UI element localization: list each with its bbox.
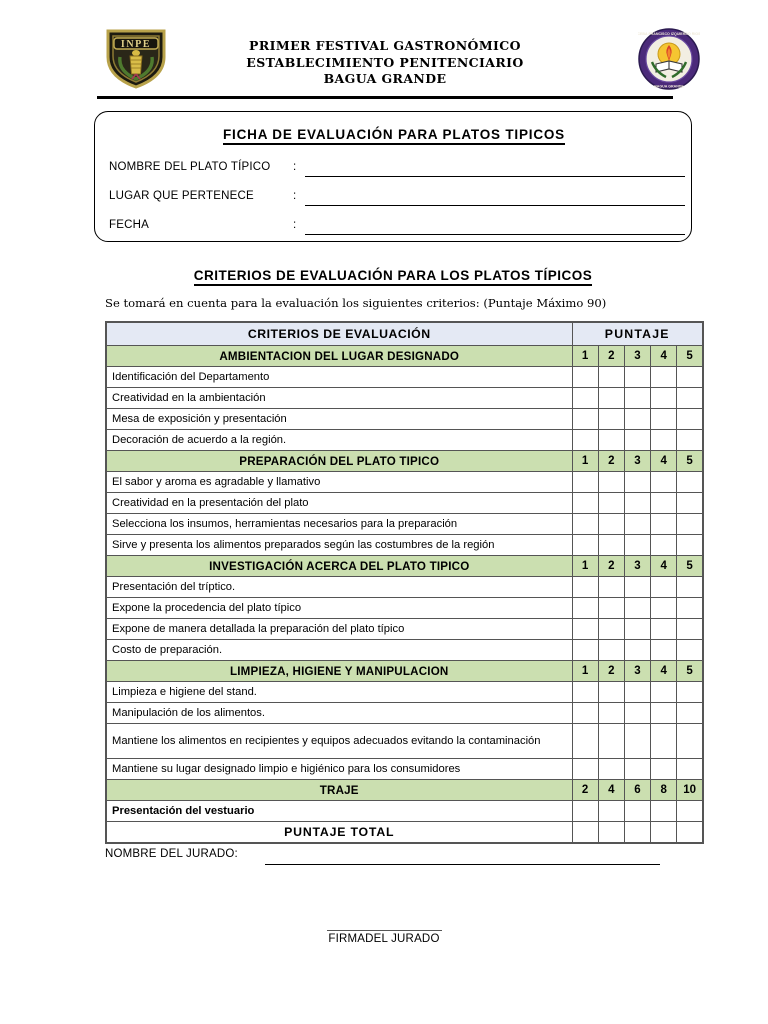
score-cell[interactable] bbox=[572, 759, 598, 780]
criterion-label: Expone de manera detallada la preparación del plato típico bbox=[106, 619, 572, 640]
score-cell[interactable] bbox=[624, 577, 650, 598]
header-title-line-2: ESTABLECIMIENTO PENITENCIARIO bbox=[246, 54, 524, 70]
score-cell[interactable] bbox=[651, 367, 677, 388]
score-cell[interactable] bbox=[651, 430, 677, 451]
section-scale-cell: 4 bbox=[598, 780, 624, 801]
score-cell[interactable] bbox=[651, 409, 677, 430]
field-nombre-del-plato bbox=[109, 161, 681, 183]
ficha-info-box bbox=[94, 111, 692, 242]
section-label-ambientacion: AMBIENTACION DEL LUGAR DESIGNADO bbox=[106, 346, 572, 367]
svg-text:INPE: INPE bbox=[120, 39, 152, 50]
score-cell[interactable] bbox=[651, 514, 677, 535]
score-cell[interactable] bbox=[677, 619, 703, 640]
section-scale-cell: 3 bbox=[624, 556, 650, 577]
score-cell[interactable] bbox=[572, 598, 598, 619]
score-cell[interactable] bbox=[677, 514, 703, 535]
header-title-line-3: BAGUA GRANDE bbox=[323, 71, 447, 86]
section-label-traje: TRAJE bbox=[106, 780, 572, 801]
total-score-cell[interactable] bbox=[651, 822, 677, 844]
total-score-cell[interactable] bbox=[572, 822, 598, 844]
section-label-limpieza: LIMPIEZA, HIGIENE Y MANIPULACION bbox=[106, 661, 572, 682]
institution-seal-logo bbox=[638, 28, 700, 90]
ficha-title bbox=[95, 127, 693, 142]
header-title-line-1: PRIMER FESTIVAL GASTRONÓMICO bbox=[249, 38, 521, 53]
score-cell[interactable] bbox=[572, 640, 598, 661]
header-cell-puntaje: PUNTAJE bbox=[572, 322, 703, 346]
table-row bbox=[106, 640, 703, 661]
table-row bbox=[106, 514, 703, 535]
section-scale-cell: 4 bbox=[651, 346, 677, 367]
table-row bbox=[106, 409, 703, 430]
score-cell[interactable] bbox=[598, 703, 624, 724]
section-scale-cell: 5 bbox=[677, 661, 703, 682]
field-input-nombre-plato[interactable] bbox=[305, 176, 685, 177]
score-cell[interactable] bbox=[598, 388, 624, 409]
criterion-label: Manipulación de los alimentos. bbox=[106, 703, 572, 724]
evaluation-table bbox=[105, 321, 704, 844]
signature-block bbox=[284, 930, 484, 945]
score-cell[interactable] bbox=[572, 493, 598, 514]
field-colon-lugar: : bbox=[293, 190, 297, 202]
score-cell[interactable] bbox=[651, 640, 677, 661]
criterion-label: Selecciona los insumos, herramientas necesarios para la preparación bbox=[106, 514, 572, 535]
total-score-cell[interactable] bbox=[624, 822, 650, 844]
field-fecha bbox=[109, 219, 681, 241]
score-cell[interactable] bbox=[624, 801, 650, 822]
section-row-limpieza bbox=[106, 661, 703, 682]
table-row bbox=[106, 598, 703, 619]
score-cell[interactable] bbox=[598, 367, 624, 388]
score-cell[interactable] bbox=[651, 493, 677, 514]
score-cell[interactable] bbox=[572, 577, 598, 598]
score-cell[interactable] bbox=[572, 367, 598, 388]
score-cell[interactable] bbox=[624, 367, 650, 388]
section-scale-cell: 3 bbox=[624, 661, 650, 682]
score-cell[interactable] bbox=[598, 514, 624, 535]
score-cell[interactable] bbox=[624, 619, 650, 640]
score-cell[interactable] bbox=[677, 577, 703, 598]
criterion-label: Decoración de acuerdo a la región. bbox=[106, 430, 572, 451]
field-colon-fecha: : bbox=[293, 219, 297, 231]
criterion-label: Identificación del Departamento bbox=[106, 367, 572, 388]
section-scale-cell: 1 bbox=[572, 346, 598, 367]
score-cell[interactable] bbox=[677, 493, 703, 514]
section-scale-cell: 2 bbox=[572, 780, 598, 801]
score-cell[interactable] bbox=[677, 640, 703, 661]
score-cell[interactable] bbox=[677, 367, 703, 388]
total-score-cell[interactable] bbox=[598, 822, 624, 844]
jurado-input[interactable] bbox=[265, 864, 660, 865]
section-row-ambientacion bbox=[106, 346, 703, 367]
table-row bbox=[106, 430, 703, 451]
section-label-preparacion: PREPARACIÓN DEL PLATO TIPICO bbox=[106, 451, 572, 472]
criterion-label: Mantiene su lugar designado limpio e higiénico para los consumidores bbox=[106, 759, 572, 780]
header-title-block bbox=[190, 38, 580, 88]
score-cell[interactable] bbox=[624, 598, 650, 619]
section-scale-cell: 5 bbox=[677, 346, 703, 367]
criterion-label: El sabor y aroma es agradable y llamativo bbox=[106, 472, 572, 493]
table-row bbox=[106, 724, 703, 759]
criterion-label: Creatividad en la ambientación bbox=[106, 388, 572, 409]
section-label-investigacion: INVESTIGACIÓN ACERCA DEL PLATO TIPICO bbox=[106, 556, 572, 577]
total-score-cell[interactable] bbox=[677, 822, 703, 844]
score-cell[interactable] bbox=[572, 619, 598, 640]
score-cell[interactable] bbox=[572, 409, 598, 430]
criterion-label: Mesa de exposición y presentación bbox=[106, 409, 572, 430]
score-cell[interactable] bbox=[598, 682, 624, 703]
score-cell[interactable] bbox=[651, 535, 677, 556]
score-cell[interactable] bbox=[624, 472, 650, 493]
score-cell[interactable] bbox=[651, 619, 677, 640]
score-cell[interactable] bbox=[598, 577, 624, 598]
document-header bbox=[0, 0, 768, 100]
table-row bbox=[106, 367, 703, 388]
field-label-nombre-plato: NOMBRE DEL PLATO TÍPICO bbox=[109, 161, 271, 173]
score-cell[interactable] bbox=[677, 759, 703, 780]
field-label-fecha: FECHA bbox=[109, 219, 149, 231]
score-cell[interactable] bbox=[624, 430, 650, 451]
criteria-section-title bbox=[94, 268, 692, 283]
criterion-label: Sirve y presenta los alimentos preparados según las costumbres de la región bbox=[106, 535, 572, 556]
score-cell[interactable] bbox=[572, 682, 598, 703]
signature-label: FIRMADEL JURADO bbox=[328, 933, 440, 946]
score-cell[interactable] bbox=[572, 724, 598, 759]
section-scale-cell: 3 bbox=[624, 346, 650, 367]
score-cell[interactable] bbox=[677, 472, 703, 493]
score-cell[interactable] bbox=[651, 577, 677, 598]
score-cell[interactable] bbox=[624, 388, 650, 409]
table-header-row bbox=[106, 322, 703, 346]
section-scale-cell: 2 bbox=[598, 556, 624, 577]
ficha-title-text: FICHA DE EVALUACIÓN PARA PLATOS TIPICOS bbox=[223, 127, 565, 145]
field-nombre-del-jurado bbox=[105, 848, 705, 868]
svg-text:BAGUA GRANDE: BAGUA GRANDE bbox=[654, 84, 684, 89]
criterion-label: Presentación del tríptico. bbox=[106, 577, 572, 598]
table-row bbox=[106, 493, 703, 514]
score-cell[interactable] bbox=[598, 619, 624, 640]
score-cell[interactable] bbox=[624, 493, 650, 514]
total-row bbox=[106, 822, 703, 844]
score-cell[interactable] bbox=[598, 724, 624, 759]
score-cell[interactable] bbox=[598, 535, 624, 556]
score-cell[interactable] bbox=[677, 430, 703, 451]
inpe-shield-logo bbox=[104, 27, 168, 89]
table-row bbox=[106, 801, 703, 822]
score-cell[interactable] bbox=[677, 388, 703, 409]
header-divider-rule bbox=[97, 96, 673, 99]
score-cell[interactable] bbox=[677, 724, 703, 759]
criterion-label: Creatividad en la presentación del plato bbox=[106, 493, 572, 514]
section-scale-cell: 4 bbox=[651, 556, 677, 577]
score-cell[interactable] bbox=[651, 759, 677, 780]
section-row-traje bbox=[106, 780, 703, 801]
table-row bbox=[106, 577, 703, 598]
score-cell[interactable] bbox=[572, 388, 598, 409]
header-cell-criterios: CRITERIOS DE EVALUACIÓN bbox=[106, 322, 572, 346]
score-cell[interactable] bbox=[598, 493, 624, 514]
criteria-section-title-text: CRITERIOS DE EVALUACIÓN PARA LOS PLATOS TÍPICOS bbox=[194, 268, 593, 286]
criterion-label: Costo de preparación. bbox=[106, 640, 572, 661]
score-cell[interactable] bbox=[624, 759, 650, 780]
section-scale-cell: 2 bbox=[598, 661, 624, 682]
score-cell[interactable] bbox=[624, 682, 650, 703]
score-cell[interactable] bbox=[624, 535, 650, 556]
field-input-fecha[interactable] bbox=[305, 234, 685, 235]
score-cell[interactable] bbox=[598, 472, 624, 493]
table-row bbox=[106, 759, 703, 780]
score-cell[interactable] bbox=[572, 514, 598, 535]
criterion-label: Mantiene los alimentos en recipientes y equipos adecuados evitando la contaminación bbox=[106, 724, 572, 759]
section-scale-cell: 5 bbox=[677, 451, 703, 472]
section-scale-cell: 8 bbox=[651, 780, 677, 801]
score-cell[interactable] bbox=[651, 724, 677, 759]
criteria-subtitle: Se tomará en cuenta para la evaluación los siguientes criterios: (Puntaje Máximo 90) bbox=[105, 296, 607, 310]
score-cell[interactable] bbox=[598, 598, 624, 619]
score-cell[interactable] bbox=[572, 535, 598, 556]
score-cell[interactable] bbox=[651, 801, 677, 822]
score-cell[interactable] bbox=[677, 535, 703, 556]
score-cell[interactable] bbox=[598, 801, 624, 822]
criterion-label: Limpieza e higiene del stand. bbox=[106, 682, 572, 703]
score-cell[interactable] bbox=[677, 801, 703, 822]
criterion-label: Expone la procedencia del plato típico bbox=[106, 598, 572, 619]
field-lugar-que-pertenece bbox=[109, 190, 681, 212]
score-cell[interactable] bbox=[624, 724, 650, 759]
table-row bbox=[106, 472, 703, 493]
score-cell[interactable] bbox=[677, 682, 703, 703]
table-row bbox=[106, 388, 703, 409]
section-scale-cell: 1 bbox=[572, 451, 598, 472]
score-cell[interactable] bbox=[651, 472, 677, 493]
score-cell[interactable] bbox=[677, 703, 703, 724]
score-cell[interactable] bbox=[572, 703, 598, 724]
score-cell[interactable] bbox=[624, 409, 650, 430]
total-label: PUNTAJE TOTAL bbox=[106, 822, 572, 844]
score-cell[interactable] bbox=[624, 703, 650, 724]
section-scale-cell: 4 bbox=[651, 451, 677, 472]
section-scale-cell: 1 bbox=[572, 556, 598, 577]
table-row bbox=[106, 619, 703, 640]
field-label-lugar: LUGAR QUE PERTENECE bbox=[109, 190, 254, 202]
score-cell[interactable] bbox=[651, 703, 677, 724]
section-row-preparacion bbox=[106, 451, 703, 472]
section-row-investigacion bbox=[106, 556, 703, 577]
section-scale-cell: 2 bbox=[598, 346, 624, 367]
criterion-label: Presentación del vestuario bbox=[106, 801, 572, 822]
section-scale-cell: 5 bbox=[677, 556, 703, 577]
score-cell[interactable] bbox=[651, 388, 677, 409]
score-cell[interactable] bbox=[624, 640, 650, 661]
score-cell[interactable] bbox=[651, 598, 677, 619]
table-row bbox=[106, 703, 703, 724]
section-scale-cell: 2 bbox=[598, 451, 624, 472]
signature-line bbox=[327, 930, 442, 931]
section-scale-cell: 6 bbox=[624, 780, 650, 801]
score-cell[interactable] bbox=[572, 430, 598, 451]
score-cell[interactable] bbox=[651, 682, 677, 703]
score-cell[interactable] bbox=[598, 759, 624, 780]
table-row bbox=[106, 535, 703, 556]
score-cell[interactable] bbox=[677, 598, 703, 619]
table-row bbox=[106, 682, 703, 703]
score-cell[interactable] bbox=[598, 430, 624, 451]
section-scale-cell: 4 bbox=[651, 661, 677, 682]
score-cell[interactable] bbox=[572, 472, 598, 493]
field-colon-nombre-plato: : bbox=[293, 161, 297, 173]
section-scale-cell: 1 bbox=[572, 661, 598, 682]
jurado-label: NOMBRE DEL JURADO: bbox=[105, 848, 238, 860]
score-cell[interactable] bbox=[598, 640, 624, 661]
svg-text:CEBA FRANCISCO IZQUIERDO RIOS: CEBA FRANCISCO IZQUIERDO RIOS bbox=[638, 32, 700, 36]
score-cell[interactable] bbox=[677, 409, 703, 430]
section-scale-cell: 3 bbox=[624, 451, 650, 472]
score-cell[interactable] bbox=[598, 409, 624, 430]
section-scale-cell: 10 bbox=[677, 780, 703, 801]
score-cell[interactable] bbox=[572, 801, 598, 822]
score-cell[interactable] bbox=[624, 514, 650, 535]
field-input-lugar[interactable] bbox=[305, 205, 685, 206]
